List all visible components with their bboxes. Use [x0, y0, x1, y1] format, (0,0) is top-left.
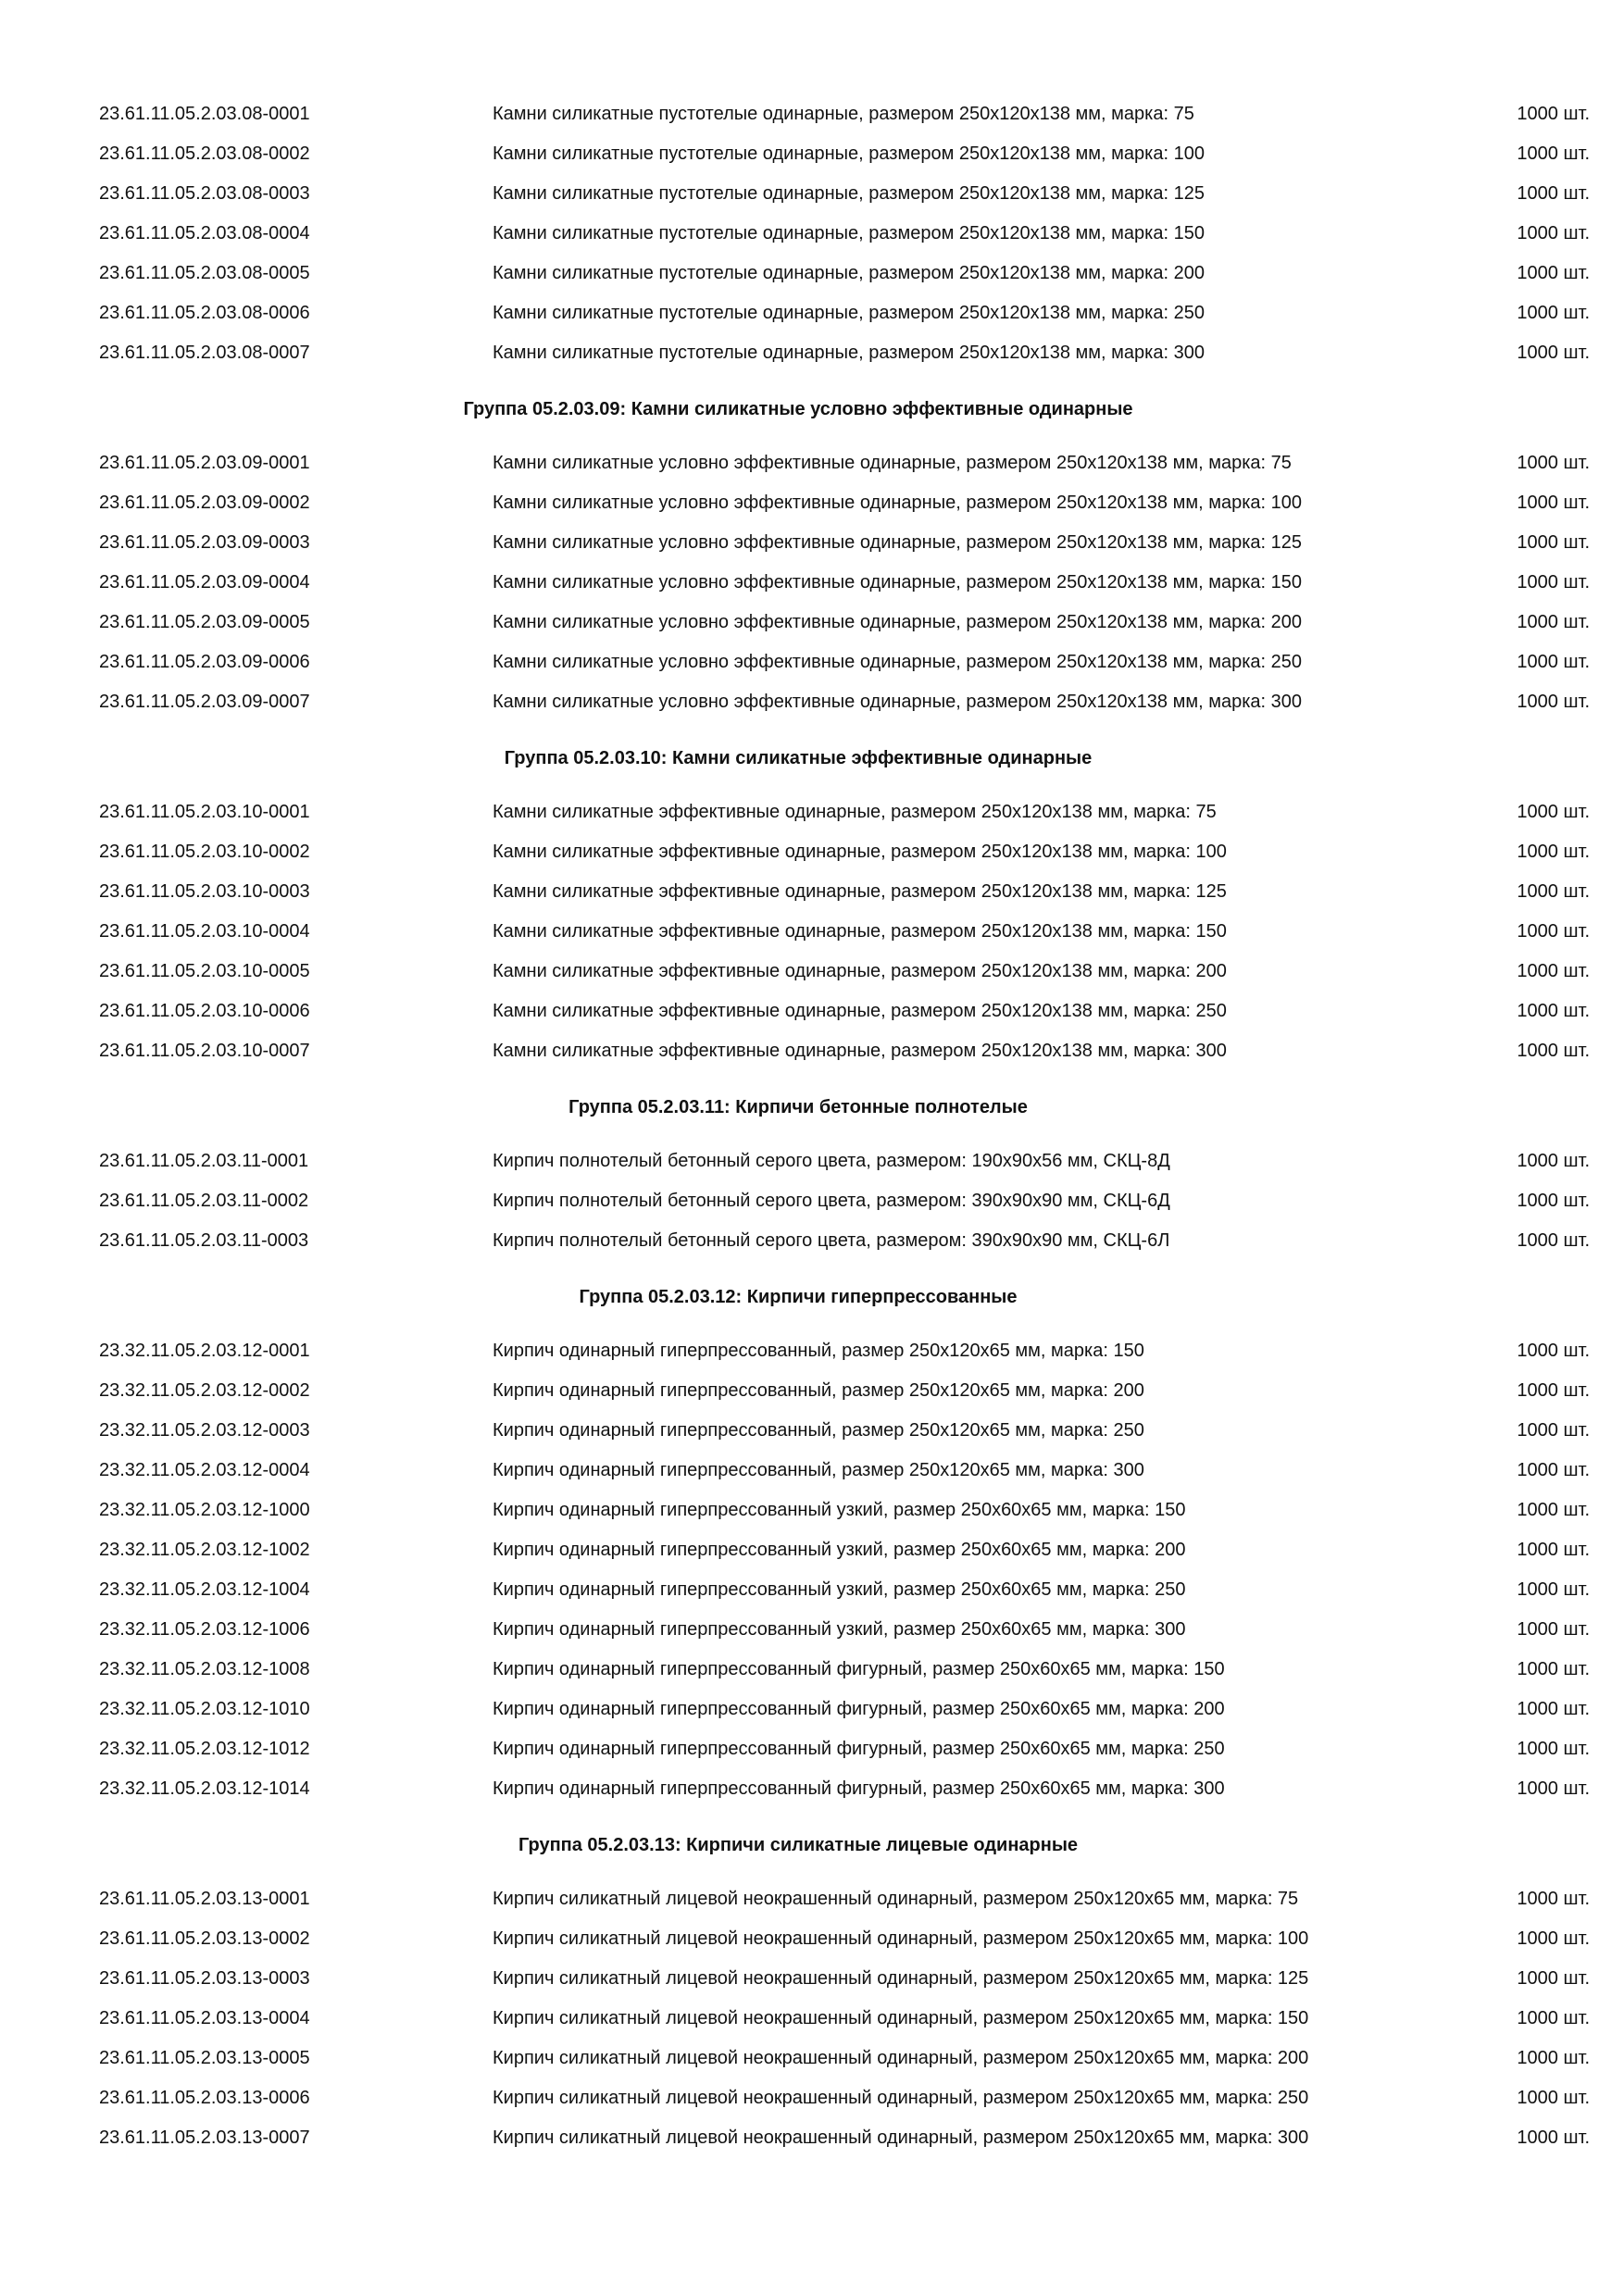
item-description: Камни силикатные эффективные одинарные, размером 250х120х138 мм, марка: 300 — [493, 1041, 1227, 1061]
item-description: Кирпич одинарный гиперпрессованный узкий, размер 250х60х65 мм, марка: 250 — [493, 1579, 1186, 1600]
table-row — [0, 603, 1624, 643]
item-description: Камни силикатные пустотелые одинарные, размером 250х120х138 мм, марка: 200 — [493, 263, 1205, 283]
item-unit: 1000 шт. — [1517, 961, 1590, 981]
table-row — [0, 174, 1624, 214]
item-code: 23.61.11.05.2.03.11-0001 — [99, 1151, 309, 1171]
item-unit: 1000 шт. — [1517, 532, 1590, 553]
table-row — [0, 1650, 1624, 1690]
item-description: Камни силикатные условно эффективные одинарные, размером 250х120х138 мм, марка: 75 — [493, 453, 1292, 473]
item-code: 23.32.11.05.2.03.12-0004 — [99, 1460, 310, 1480]
item-description: Камни силикатные условно эффективные одинарные, размером 250х120х138 мм, марка: 150 — [493, 572, 1303, 593]
item-code: 23.61.11.05.2.03.08-0006 — [99, 303, 310, 323]
table-row — [0, 1031, 1624, 1071]
item-description: Кирпич одинарный гиперпрессованный, размер 250х120х65 мм, марка: 200 — [493, 1380, 1144, 1401]
item-description: Кирпич силикатный лицевой неокрашенный одинарный, размером 250х120х65 мм, марка: 125 — [493, 1968, 1309, 1989]
table-row — [0, 1999, 1624, 2039]
item-unit: 1000 шт. — [1517, 1619, 1590, 1640]
item-code: 23.61.11.05.2.03.09-0007 — [99, 692, 310, 712]
item-description: Камни силикатные пустотелые одинарные, размером 250х120х138 мм, марка: 300 — [493, 343, 1205, 363]
item-code: 23.61.11.05.2.03.08-0007 — [99, 343, 310, 363]
item-unit: 1000 шт. — [1517, 183, 1590, 204]
item-code: 23.61.11.05.2.03.10-0004 — [99, 921, 310, 942]
table-row — [0, 293, 1624, 333]
item-description: Камни силикатные пустотелые одинарные, размером 250х120х138 мм, марка: 150 — [493, 223, 1205, 243]
item-code: 23.61.11.05.2.03.09-0006 — [99, 652, 310, 672]
item-code: 23.32.11.05.2.03.12-1006 — [99, 1619, 310, 1640]
table-row — [0, 682, 1624, 722]
table-row — [0, 952, 1624, 992]
table-row — [0, 214, 1624, 254]
item-unit: 1000 шт. — [1517, 1778, 1590, 1799]
item-unit: 1000 шт. — [1517, 842, 1590, 862]
item-description: Кирпич силикатный лицевой неокрашенный одинарный, размером 250х120х65 мм, марка: 250 — [493, 2088, 1309, 2108]
table-row — [0, 1451, 1624, 1491]
item-unit: 1000 шт. — [1517, 612, 1590, 632]
item-description: Камни силикатные условно эффективные одинарные, размером 250х120х138 мм, марка: 100 — [493, 493, 1303, 513]
item-description: Кирпич полнотелый бетонный серого цвета, размером: 390х90х90 мм, СКЦ-6Л — [493, 1230, 1170, 1251]
group-heading: Группа 05.2.03.10: Камни силикатные эффективные одинарные — [504, 748, 1093, 768]
item-code: 23.61.11.05.2.03.08-0001 — [99, 104, 310, 124]
table-row — [0, 1221, 1624, 1261]
item-description: Камни силикатные эффективные одинарные, размером 250х120х138 мм, марка: 125 — [493, 881, 1227, 902]
item-description: Кирпич силикатный лицевой неокрашенный одинарный, размером 250х120х65 мм, марка: 300 — [493, 2128, 1309, 2148]
item-code: 23.61.11.05.2.03.11-0003 — [99, 1230, 309, 1251]
table-row — [0, 792, 1624, 832]
table-row — [0, 563, 1624, 603]
item-code: 23.32.11.05.2.03.12-0001 — [99, 1341, 310, 1361]
table-row — [0, 134, 1624, 174]
group-heading: Группа 05.2.03.11: Кирпичи бетонные полнотелые — [568, 1097, 1028, 1117]
item-code: 23.61.11.05.2.03.09-0002 — [99, 493, 310, 513]
item-code: 23.61.11.05.2.03.08-0002 — [99, 144, 310, 164]
item-unit: 1000 шт. — [1517, 1659, 1590, 1679]
table-row — [0, 1919, 1624, 1959]
table-row — [0, 1959, 1624, 1999]
item-unit: 1000 шт. — [1517, 802, 1590, 822]
item-code: 23.32.11.05.2.03.12-0003 — [99, 1420, 310, 1441]
item-code: 23.32.11.05.2.03.12-1002 — [99, 1540, 310, 1560]
item-unit: 1000 шт. — [1517, 2128, 1590, 2148]
table-row — [0, 483, 1624, 523]
item-unit: 1000 шт. — [1517, 1579, 1590, 1600]
item-unit: 1000 шт. — [1517, 1968, 1590, 1989]
item-unit: 1000 шт. — [1517, 104, 1590, 124]
item-description: Кирпич одинарный гиперпрессованный, размер 250х120х65 мм, марка: 300 — [493, 1460, 1144, 1480]
item-description: Камни силикатные пустотелые одинарные, размером 250х120х138 мм, марка: 75 — [493, 104, 1194, 124]
item-description: Кирпич полнотелый бетонный серого цвета, размером: 190х90х56 мм, СКЦ-8Д — [493, 1151, 1170, 1171]
item-unit: 1000 шт. — [1517, 1500, 1590, 1520]
item-unit: 1000 шт. — [1517, 1380, 1590, 1401]
item-code: 23.61.11.05.2.03.09-0003 — [99, 532, 310, 553]
item-description: Камни силикатные эффективные одинарные, размером 250х120х138 мм, марка: 250 — [493, 1001, 1227, 1021]
group-heading: Группа 05.2.03.09: Камни силикатные условно эффективные одинарные — [463, 399, 1133, 419]
item-code: 23.61.11.05.2.03.13-0001 — [99, 1889, 310, 1909]
item-unit: 1000 шт. — [1517, 692, 1590, 712]
group-heading: Группа 05.2.03.13: Кирпичи силикатные лицевые одинарные — [518, 1835, 1079, 1855]
item-code: 23.32.11.05.2.03.12-1014 — [99, 1778, 310, 1799]
item-code: 23.32.11.05.2.03.12-1012 — [99, 1739, 310, 1759]
item-description: Кирпич одинарный гиперпрессованный, размер 250х120х65 мм, марка: 250 — [493, 1420, 1144, 1441]
item-unit: 1000 шт. — [1517, 1151, 1590, 1171]
item-unit: 1000 шт. — [1517, 1001, 1590, 1021]
item-unit: 1000 шт. — [1517, 1540, 1590, 1560]
item-code: 23.32.11.05.2.03.12-1000 — [99, 1500, 310, 1520]
table-row — [0, 643, 1624, 682]
item-description: Кирпич силикатный лицевой неокрашенный одинарный, размером 250х120х65 мм, марка: 150 — [493, 2008, 1309, 2028]
item-code: 23.61.11.05.2.03.13-0007 — [99, 2128, 310, 2148]
item-unit: 1000 шт. — [1517, 2008, 1590, 2028]
item-unit: 1000 шт. — [1517, 343, 1590, 363]
item-unit: 1000 шт. — [1517, 493, 1590, 513]
item-description: Кирпич силикатный лицевой неокрашенный одинарный, размером 250х120х65 мм, марка: 100 — [493, 1928, 1309, 1949]
table-row — [0, 1371, 1624, 1411]
table-row — [0, 443, 1624, 483]
table-row — [0, 1331, 1624, 1371]
item-unit: 1000 шт. — [1517, 921, 1590, 942]
table-row — [0, 254, 1624, 293]
table-row — [0, 2078, 1624, 2118]
item-unit: 1000 шт. — [1517, 1041, 1590, 1061]
item-description: Камни силикатные эффективные одинарные, размером 250х120х138 мм, марка: 75 — [493, 802, 1217, 822]
item-description: Камни силикатные эффективные одинарные, размером 250х120х138 мм, марка: 100 — [493, 842, 1227, 862]
table-row — [0, 1769, 1624, 1809]
item-description: Кирпич одинарный гиперпрессованный фигурный, размер 250х60х65 мм, марка: 250 — [493, 1739, 1225, 1759]
table-row — [0, 832, 1624, 872]
table-row — [0, 1570, 1624, 1610]
item-unit: 1000 шт. — [1517, 1420, 1590, 1441]
item-code: 23.61.11.05.2.03.10-0001 — [99, 802, 310, 822]
item-description: Камни силикатные условно эффективные одинарные, размером 250х120х138 мм, марка: 125 — [493, 532, 1303, 553]
item-unit: 1000 шт. — [1517, 572, 1590, 593]
item-code: 23.61.11.05.2.03.08-0003 — [99, 183, 310, 204]
item-code: 23.61.11.05.2.03.13-0005 — [99, 2048, 310, 2068]
item-description: Кирпич одинарный гиперпрессованный фигурный, размер 250х60х65 мм, марка: 200 — [493, 1699, 1225, 1719]
item-description: Кирпич одинарный гиперпрессованный узкий, размер 250х60х65 мм, марка: 200 — [493, 1540, 1186, 1560]
item-code: 23.32.11.05.2.03.12-1004 — [99, 1579, 310, 1600]
item-code: 23.61.11.05.2.03.10-0003 — [99, 881, 310, 902]
item-code: 23.61.11.05.2.03.10-0006 — [99, 1001, 310, 1021]
item-unit: 1000 шт. — [1517, 1460, 1590, 1480]
item-unit: 1000 шт. — [1517, 881, 1590, 902]
table-row — [0, 1411, 1624, 1451]
item-unit: 1000 шт. — [1517, 1341, 1590, 1361]
item-code: 23.32.11.05.2.03.12-0002 — [99, 1380, 310, 1401]
item-description: Кирпич силикатный лицевой неокрашенный одинарный, размером 250х120х65 мм, марка: 75 — [493, 1889, 1299, 1909]
item-code: 23.61.11.05.2.03.09-0005 — [99, 612, 310, 632]
item-code: 23.61.11.05.2.03.11-0002 — [99, 1191, 309, 1211]
item-unit: 1000 шт. — [1517, 1699, 1590, 1719]
item-code: 23.61.11.05.2.03.13-0002 — [99, 1928, 310, 1949]
table-row — [0, 1491, 1624, 1530]
item-code: 23.61.11.05.2.03.08-0005 — [99, 263, 310, 283]
item-code: 23.61.11.05.2.03.10-0005 — [99, 961, 310, 981]
item-unit: 1000 шт. — [1517, 1928, 1590, 1949]
item-unit: 1000 шт. — [1517, 303, 1590, 323]
item-code: 23.61.11.05.2.03.13-0006 — [99, 2088, 310, 2108]
item-description: Камни силикатные пустотелые одинарные, размером 250х120х138 мм, марка: 100 — [493, 144, 1205, 164]
table-row — [0, 523, 1624, 563]
table-row — [0, 1729, 1624, 1769]
table-row — [0, 1879, 1624, 1919]
item-description: Кирпич одинарный гиперпрессованный узкий, размер 250х60х65 мм, марка: 300 — [493, 1619, 1186, 1640]
table-row — [0, 1530, 1624, 1570]
item-unit: 1000 шт. — [1517, 144, 1590, 164]
table-row — [0, 912, 1624, 952]
item-description: Кирпич одинарный гиперпрессованный, размер 250х120х65 мм, марка: 150 — [493, 1341, 1144, 1361]
table-row — [0, 992, 1624, 1031]
item-unit: 1000 шт. — [1517, 2048, 1590, 2068]
item-description: Камни силикатные эффективные одинарные, размером 250х120х138 мм, марка: 150 — [493, 921, 1227, 942]
table-row — [0, 1142, 1624, 1181]
item-unit: 1000 шт. — [1517, 1889, 1590, 1909]
item-description: Кирпич одинарный гиперпрессованный фигурный, размер 250х60х65 мм, марка: 300 — [493, 1778, 1225, 1799]
item-description: Кирпич полнотелый бетонный серого цвета, размером: 390х90х90 мм, СКЦ-6Д — [493, 1191, 1170, 1211]
item-code: 23.61.11.05.2.03.13-0003 — [99, 1968, 310, 1989]
item-code: 23.61.11.05.2.03.09-0004 — [99, 572, 310, 593]
item-unit: 1000 шт. — [1517, 223, 1590, 243]
table-row — [0, 2039, 1624, 2078]
item-description: Камни силикатные условно эффективные одинарные, размером 250х120х138 мм, марка: 250 — [493, 652, 1303, 672]
item-description: Камни силикатные пустотелые одинарные, размером 250х120х138 мм, марка: 250 — [493, 303, 1205, 323]
item-unit: 1000 шт. — [1517, 1739, 1590, 1759]
item-description: Камни силикатные пустотелые одинарные, размером 250х120х138 мм, марка: 125 — [493, 183, 1205, 204]
item-code: 23.61.11.05.2.03.09-0001 — [99, 453, 310, 473]
item-code: 23.61.11.05.2.03.10-0007 — [99, 1041, 310, 1061]
item-description: Камни силикатные эффективные одинарные, размером 250х120х138 мм, марка: 200 — [493, 961, 1227, 981]
item-code: 23.61.11.05.2.03.08-0004 — [99, 223, 310, 243]
item-description: Камни силикатные условно эффективные одинарные, размером 250х120х138 мм, марка: 300 — [493, 692, 1303, 712]
item-unit: 1000 шт. — [1517, 652, 1590, 672]
table-row — [0, 333, 1624, 373]
item-description: Кирпич одинарный гиперпрессованный узкий, размер 250х60х65 мм, марка: 150 — [493, 1500, 1186, 1520]
item-code: 23.61.11.05.2.03.10-0002 — [99, 842, 310, 862]
item-code: 23.61.11.05.2.03.13-0004 — [99, 2008, 310, 2028]
group-heading: Группа 05.2.03.12: Кирпичи гиперпрессованные — [579, 1287, 1018, 1307]
table-row — [0, 2118, 1624, 2158]
table-row — [0, 1181, 1624, 1221]
document-page — [0, 94, 1624, 2158]
item-unit: 1000 шт. — [1517, 2088, 1590, 2108]
item-unit: 1000 шт. — [1517, 1191, 1590, 1211]
table-row — [0, 872, 1624, 912]
item-unit: 1000 шт. — [1517, 1230, 1590, 1251]
item-description: Камни силикатные условно эффективные одинарные, размером 250х120х138 мм, марка: 200 — [493, 612, 1303, 632]
item-unit: 1000 шт. — [1517, 263, 1590, 283]
item-unit: 1000 шт. — [1517, 453, 1590, 473]
item-description: Кирпич одинарный гиперпрессованный фигурный, размер 250х60х65 мм, марка: 150 — [493, 1659, 1225, 1679]
table-row — [0, 1610, 1624, 1650]
table-row — [0, 1690, 1624, 1729]
item-code: 23.32.11.05.2.03.12-1008 — [99, 1659, 310, 1679]
table-row — [0, 94, 1624, 134]
item-code: 23.32.11.05.2.03.12-1010 — [99, 1699, 310, 1719]
item-description: Кирпич силикатный лицевой неокрашенный одинарный, размером 250х120х65 мм, марка: 200 — [493, 2048, 1309, 2068]
